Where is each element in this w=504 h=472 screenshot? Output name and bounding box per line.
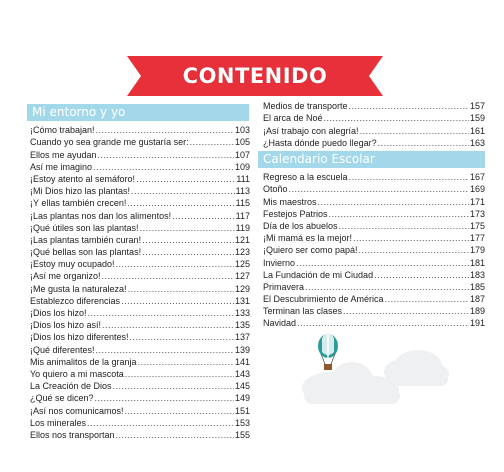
dot-leader bbox=[385, 294, 469, 305]
toc-entry-page: 113 bbox=[235, 186, 250, 197]
toc-entry-page: 171 bbox=[469, 196, 485, 207]
toc-entry-title: ¡Así nos comunicamos! bbox=[30, 405, 124, 416]
toc-entry bbox=[30, 209, 250, 221]
toc-entry-page: 125 bbox=[234, 259, 250, 270]
dot-leader bbox=[93, 162, 234, 173]
dot-leader bbox=[324, 113, 469, 124]
toc-entry bbox=[263, 137, 485, 149]
toc-entry-title: Otoño bbox=[263, 184, 288, 195]
toc-entry-page: 105 bbox=[234, 137, 250, 148]
toc-entry-title: ¡Las plantas nos dan los alimentos! bbox=[30, 210, 172, 221]
dot-leader bbox=[127, 198, 234, 209]
toc-entry-title: ¡Mi Dios hizo las plantas! bbox=[30, 186, 131, 197]
toc-entry-page: 121 bbox=[234, 234, 250, 245]
toc-entry bbox=[30, 429, 250, 441]
toc-entry bbox=[30, 246, 250, 258]
dot-leader bbox=[353, 233, 469, 244]
title-banner bbox=[127, 56, 383, 96]
toc-entry-title: La Fundación de mi Ciudad bbox=[263, 269, 374, 280]
toc-entry-title: Ellos nos transportan bbox=[30, 429, 115, 440]
toc-entry-page: 175 bbox=[469, 220, 485, 231]
toc-entry-title: Mis maestros bbox=[263, 196, 317, 207]
toc-entry-page: 151 bbox=[234, 405, 250, 416]
toc-entry-page: 189 bbox=[469, 306, 485, 317]
toc-entry-page: 185 bbox=[469, 281, 485, 292]
toc-entry-title: ¡Dios los hizo diferentes! bbox=[30, 332, 129, 343]
dot-leader bbox=[113, 381, 234, 392]
toc-entry bbox=[30, 307, 250, 319]
toc-entry-title: El Descubrimiento de América bbox=[263, 294, 384, 305]
dot-leader bbox=[131, 186, 235, 197]
toc-entry bbox=[30, 136, 250, 148]
toc-entry bbox=[263, 256, 485, 268]
dot-leader bbox=[128, 284, 234, 295]
toc-entry-title: ¡Me gusta la naturaleza! bbox=[30, 283, 127, 294]
toc-entry-title: Establezco diferencias bbox=[30, 295, 121, 306]
toc-entry-title: ¿Qué se dicen? bbox=[30, 393, 94, 404]
toc-entry-title: Primavera bbox=[263, 281, 305, 292]
toc-entry-page: 135 bbox=[234, 320, 250, 331]
toc-entry-page: 161 bbox=[469, 125, 485, 136]
dot-leader bbox=[296, 258, 469, 269]
dot-leader bbox=[142, 235, 234, 246]
toc-entry-page: 141 bbox=[234, 356, 250, 367]
dot-leader bbox=[374, 270, 469, 281]
toc-entry-title: Regreso a la escuela bbox=[263, 172, 348, 183]
toc-entry-page: 173 bbox=[469, 208, 485, 219]
toc-entry bbox=[30, 404, 250, 416]
toc-entry bbox=[263, 183, 485, 195]
dot-leader bbox=[95, 393, 234, 404]
toc-entry-title: Mis animalitos de la granja bbox=[30, 356, 137, 367]
toc-entry bbox=[30, 270, 250, 282]
toc-entry-title: Festejos Patrios bbox=[263, 208, 328, 219]
toc-entry-page: 131 bbox=[234, 295, 250, 306]
toc-entry-page: 139 bbox=[234, 344, 250, 355]
toc-entry bbox=[263, 112, 485, 124]
toc-entry bbox=[30, 173, 250, 185]
toc-entry-title: ¡Así trabajo con alegría! bbox=[263, 125, 359, 136]
section-header-mi-entorno: Mi entorno y yo bbox=[27, 104, 249, 121]
toc-entry bbox=[30, 319, 250, 331]
toc-entry bbox=[30, 295, 250, 307]
toc-entry-title: ¡Cómo trabajan! bbox=[30, 125, 95, 136]
toc-entry bbox=[263, 195, 485, 207]
toc-entry-page: 109 bbox=[234, 161, 250, 172]
toc-entry-page: 103 bbox=[234, 125, 250, 136]
toc-entry bbox=[30, 258, 250, 270]
dot-leader bbox=[125, 369, 234, 380]
toc-entry-page: 159 bbox=[469, 113, 485, 124]
dot-leader bbox=[318, 197, 469, 208]
section-header-calendario: Calendario Escolar bbox=[258, 151, 485, 168]
toc-entry-title: Día de los abuelos bbox=[263, 220, 338, 231]
toc-entry bbox=[30, 197, 250, 209]
toc-list-mi-entorno bbox=[30, 124, 250, 441]
toc-entry-title: Así me imagino bbox=[30, 161, 93, 172]
toc-entry-title: ¡Quiero ser como papá! bbox=[263, 245, 358, 256]
dot-leader bbox=[125, 406, 234, 417]
toc-entry-title: ¡Estoy muy ocupado! bbox=[30, 259, 115, 270]
toc-entry bbox=[30, 222, 250, 234]
toc-entry bbox=[30, 282, 250, 294]
toc-entry-title: Cuando yo sea grande me gustaría ser: bbox=[30, 137, 189, 148]
toc-entry bbox=[30, 368, 250, 380]
dot-leader bbox=[87, 418, 234, 429]
toc-entry-page: 157 bbox=[469, 101, 485, 112]
dot-leader bbox=[343, 306, 469, 317]
toc-entry-title: ¡Mi mamá es la mejor! bbox=[263, 233, 353, 244]
toc-entry-page: 119 bbox=[235, 222, 250, 233]
toc-entry-page: 167 bbox=[469, 172, 485, 183]
toc-entry-title: ¡Así me organizo! bbox=[30, 271, 101, 282]
toc-entry-page: 145 bbox=[234, 381, 250, 392]
toc-entry bbox=[30, 234, 250, 246]
toc-entry-title: Medios de transporte bbox=[263, 101, 348, 112]
toc-entry-title: ¡Y ellas también crecen! bbox=[30, 198, 127, 209]
toc-entry-title: Invierno bbox=[263, 257, 296, 268]
dot-leader bbox=[116, 259, 234, 270]
dot-leader bbox=[305, 282, 469, 293]
toc-entry-title: ¡Qué útiles son las plantas! bbox=[30, 222, 139, 233]
toc-entry-page: 155 bbox=[234, 429, 250, 440]
toc-entry-page: 129 bbox=[234, 283, 250, 294]
toc-entry bbox=[263, 305, 485, 317]
toc-entry bbox=[263, 232, 485, 244]
toc-entry bbox=[30, 343, 250, 355]
dot-leader bbox=[136, 174, 235, 185]
toc-entry-page: 169 bbox=[469, 184, 485, 195]
dot-leader bbox=[116, 430, 234, 441]
dot-leader bbox=[329, 209, 469, 220]
toc-entry-title: Yo quiero a mi mascota bbox=[30, 368, 124, 379]
toc-entry-page: 111 bbox=[236, 173, 250, 184]
dot-leader bbox=[289, 184, 469, 195]
dot-leader bbox=[121, 296, 234, 307]
toc-entry-title: ¡Dios los hizo así! bbox=[30, 320, 102, 331]
toc-entry bbox=[263, 171, 485, 183]
toc-entry bbox=[30, 392, 250, 404]
toc-entry-page: 183 bbox=[469, 269, 485, 280]
dot-leader bbox=[349, 172, 469, 183]
toc-entry bbox=[30, 331, 250, 343]
toc-entry-page: 133 bbox=[234, 308, 250, 318]
dot-leader bbox=[172, 211, 235, 222]
toc-entry-title: ¡Qué diferentes! bbox=[30, 344, 95, 355]
toc-entry-page: 123 bbox=[234, 247, 250, 258]
toc-entry bbox=[30, 380, 250, 392]
dot-leader bbox=[349, 101, 469, 112]
toc-entry-page: 163 bbox=[469, 137, 485, 148]
toc-entry bbox=[263, 124, 485, 136]
toc-entry-page: 137 bbox=[234, 332, 250, 343]
toc-entry bbox=[263, 281, 485, 293]
dot-leader bbox=[360, 126, 469, 137]
dot-leader bbox=[88, 308, 234, 319]
toc-entry-title: Terminan las clases bbox=[263, 306, 343, 317]
toc-entry bbox=[263, 269, 485, 281]
page-title: CONTENIDO bbox=[182, 64, 328, 88]
toc-entry bbox=[30, 185, 250, 197]
toc-entry-page: 149 bbox=[234, 393, 250, 404]
dot-leader bbox=[190, 137, 234, 148]
dot-leader bbox=[102, 320, 234, 331]
dot-leader bbox=[378, 138, 469, 149]
dot-leader bbox=[98, 150, 234, 161]
toc-list-calendario bbox=[263, 171, 485, 329]
toc-entry-title: Los minerales bbox=[30, 417, 87, 428]
toc-entry-title: Ellos me ayudan bbox=[30, 149, 97, 160]
toc-entry-title: ¿Hasta dónde puedo llegar? bbox=[263, 137, 377, 148]
toc-entry-page: 181 bbox=[469, 257, 485, 268]
toc-entry-page: 177 bbox=[469, 233, 485, 244]
toc-entry bbox=[263, 208, 485, 220]
toc-entry-page: 143 bbox=[234, 368, 250, 379]
toc-entry-page: 153 bbox=[234, 417, 250, 428]
dot-leader bbox=[96, 125, 234, 136]
toc-entry-title: ¡Qué bellas son las plantas! bbox=[30, 247, 142, 258]
toc-entry-page: 179 bbox=[469, 245, 485, 256]
dot-leader bbox=[359, 245, 469, 256]
toc-list-mi-entorno-continued bbox=[263, 100, 485, 149]
toc-entry bbox=[30, 417, 250, 429]
toc-entry-title: ¡Estoy atento al semáforo! bbox=[30, 173, 136, 184]
toc-entry-title: Navidad bbox=[263, 318, 297, 329]
toc-entry bbox=[30, 124, 250, 136]
toc-entry bbox=[30, 148, 250, 160]
toc-entry-page: 187 bbox=[469, 294, 485, 305]
toc-entry bbox=[263, 220, 485, 232]
toc-entry-page: 127 bbox=[234, 271, 250, 282]
dot-leader bbox=[102, 271, 234, 282]
toc-entry bbox=[263, 100, 485, 112]
toc-entry bbox=[263, 293, 485, 305]
toc-entry-page: 115 bbox=[235, 198, 250, 209]
toc-entry bbox=[263, 244, 485, 256]
hot-air-balloon-icon bbox=[318, 333, 338, 370]
dot-leader bbox=[138, 357, 234, 368]
clouds-illustration bbox=[290, 318, 450, 408]
toc-entry-title: ¡Dios los hizo! bbox=[30, 308, 87, 318]
toc-entry-page: 117 bbox=[235, 210, 250, 221]
toc-entry-title: El arca de Noé bbox=[263, 113, 323, 124]
toc-entry-title: ¡Las plantas también curan! bbox=[30, 234, 142, 245]
toc-entry-title: La Creación de Dios bbox=[30, 381, 112, 392]
dot-leader bbox=[96, 345, 234, 356]
dot-leader bbox=[140, 223, 235, 234]
toc-entry bbox=[30, 356, 250, 368]
toc-entry-page: 107 bbox=[234, 149, 250, 160]
toc-entry bbox=[30, 161, 250, 173]
dot-leader bbox=[130, 332, 234, 343]
dot-leader bbox=[339, 221, 469, 232]
dot-leader bbox=[142, 247, 234, 258]
toc-entry-page: 191 bbox=[469, 318, 485, 329]
